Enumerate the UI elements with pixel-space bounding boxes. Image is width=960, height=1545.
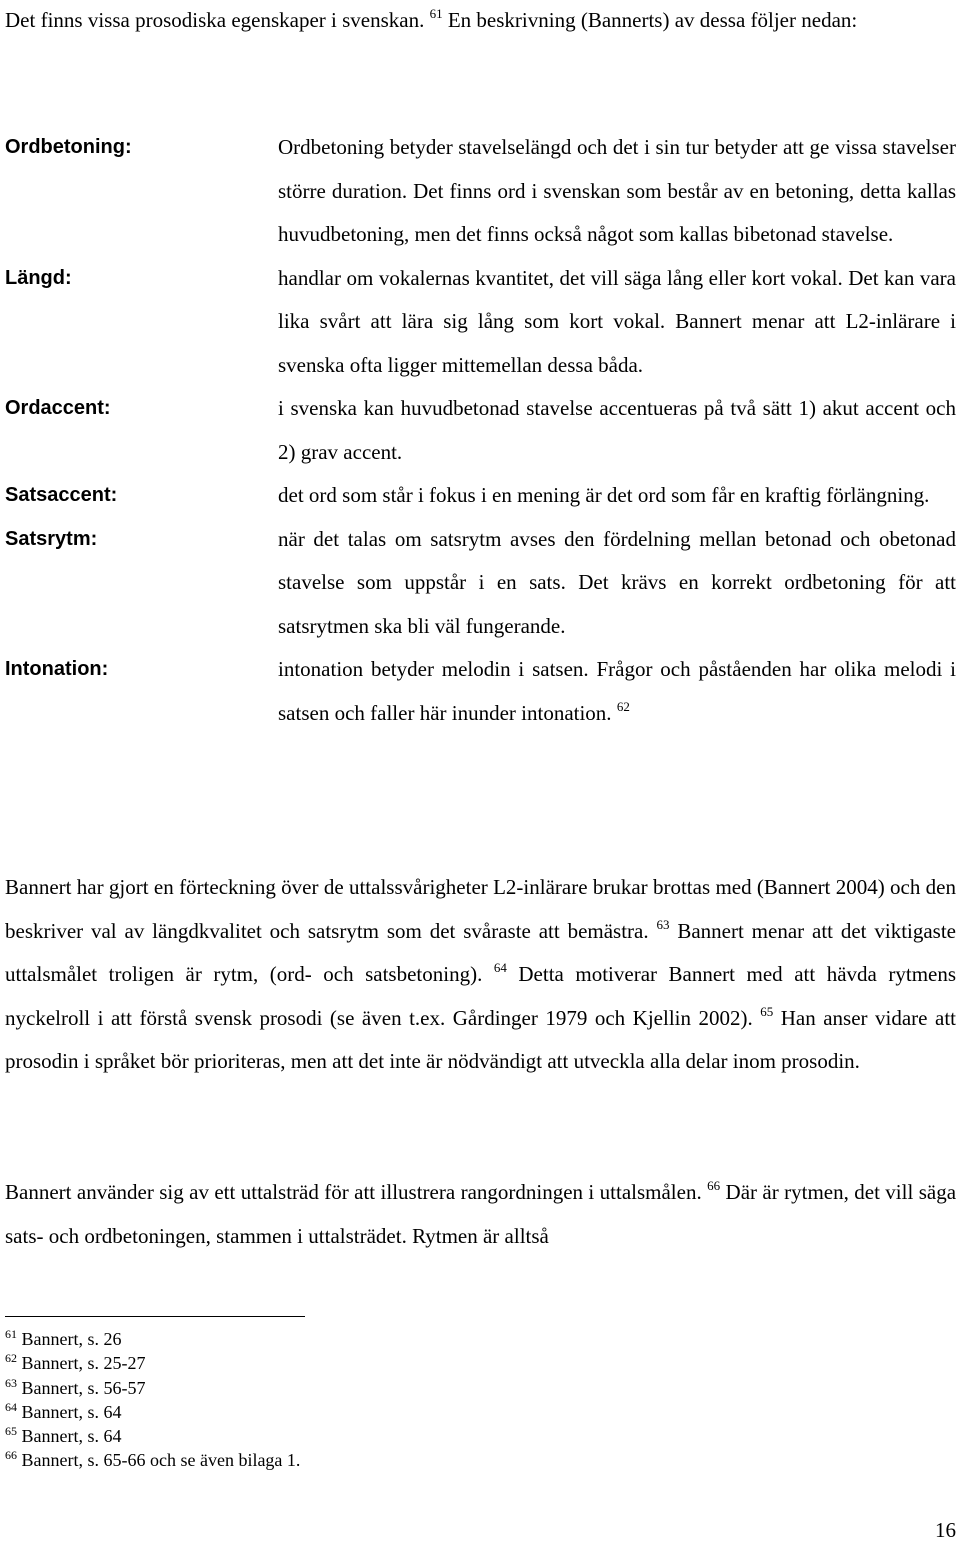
definition-term: Satsaccent: xyxy=(5,484,118,506)
footnote-ref-66: 66 xyxy=(707,1178,721,1193)
definition-satsrytm xyxy=(5,518,956,649)
definition-ordaccent xyxy=(5,387,956,474)
definition-term: Intonation: xyxy=(5,658,109,680)
definition-langd xyxy=(5,257,956,388)
definition-term: Längd: xyxy=(5,266,72,289)
definition-text: i svenska kan huvudbetonad stavelse accentueras på två sätt 1) akut accent och 2) grav accent. xyxy=(278,396,956,464)
footnote-divider xyxy=(5,1316,305,1317)
footnote-ref-63: 63 xyxy=(656,916,670,932)
footnotes xyxy=(5,1327,605,1473)
body-paragraph-1: Bannert har gjort en förteckning över de uttalssvårigheter L2-inlärare brukar brottas med (Bannert 2004) och den beskriver val av längdkvalitet och satsrytm som det svåraste att bemästra. $^{63}$ Bannert menar att det viktigaste uttalsmålet troligen är rytm, (ord- och satsbetoning). $^{64}$ Detta motiverar Bannert med att hävda rytmens nyckelroll i att förstå svensk prosodi (se även t.ex. Gårdinger 1979 och Kjellin 2002). $^{65}$ Han anser vidare att prosodin i språket bör prioriteras, men att det inte är nödvändigt att utveckla alla delar inom prosodin. xyxy=(5,875,957,1073)
definition-text: när det talas om satsrytm avses den fördelning mellan betonad och obetonad stavelse som uppstår i en sats. Det krävs en korrekt ordbetoning för att satsrytmen ska bli väl fungerande. xyxy=(278,526,956,638)
definition-term: Ordbetoning: xyxy=(5,136,132,158)
intro-paragraph: Det finns vissa prosodiska egenskaper i svenskan. $^{61}$ En beskrivning (Bannerts) av dessa följer nedan: xyxy=(5,6,858,32)
definition-text: handlar om vokalernas kvantitet, det vill säga lång eller kort vokal. Det kan vara lika svårt att lära sig lång som kort vokal. Bannert menar att L2-inlärare i svenska ofta ligger mittemellan dessa båda. xyxy=(278,265,956,377)
definition-text: det ord som står i fokus i en mening är det ord som får en kraftig förlängning. xyxy=(278,483,930,507)
footnote-ref-62: 62 xyxy=(616,698,630,714)
definition-term: Satsrytm: xyxy=(5,527,98,550)
footnote: $^{66}$ Bannert, s. 65-66 och se även bilaga 1. xyxy=(5,1448,301,1471)
definition-satsaccent xyxy=(5,474,956,518)
definition-list xyxy=(5,126,956,735)
footnote: $^{61}$ Bannert, s. 26 xyxy=(5,1327,122,1349)
definition-text: Ordbetoning betyder stavelselängd och det i sin tur betyder att ge vissa stavelser större duration. Det finns ord i svenskan som består av en betoning, detta kallas huvudbetoning, men det finns också något som kallas bibetonad stavelse. xyxy=(278,135,956,246)
definition-text: intonation betyder melodin i satsen. Frågor och påståenden har olika melodi i satsen och faller här inunder intonation. $^{62}$ xyxy=(278,657,956,725)
definition-intonation xyxy=(5,648,956,735)
footnote: $^{64}$ Bannert, s. 64 xyxy=(5,1399,122,1422)
page-number: 16 xyxy=(935,1518,956,1542)
footnote-ref-61: 61 xyxy=(429,6,443,21)
definition-ordbetoning xyxy=(5,126,956,257)
footnote: $^{65}$ Bannert, s. 64 xyxy=(5,1424,122,1447)
footnote: $^{63}$ Bannert, s. 56-57 xyxy=(5,1375,146,1398)
body-paragraph-2: Bannert använder sig av ett uttalsträd för att illustrera rangordningen i uttalsmålen. $^{66}$ Där är rytmen, det vill säga sats- och ordbetoningen, stammen i uttalsträdet. Rytmen är alltså xyxy=(5,1178,957,1248)
footnote: $^{62}$ Bannert, s. 25-27 xyxy=(5,1351,146,1374)
definition-term: Ordaccent: xyxy=(5,397,111,419)
footnote-ref-64: 64 xyxy=(493,960,507,975)
footnote-ref-65: 65 xyxy=(760,1003,774,1019)
